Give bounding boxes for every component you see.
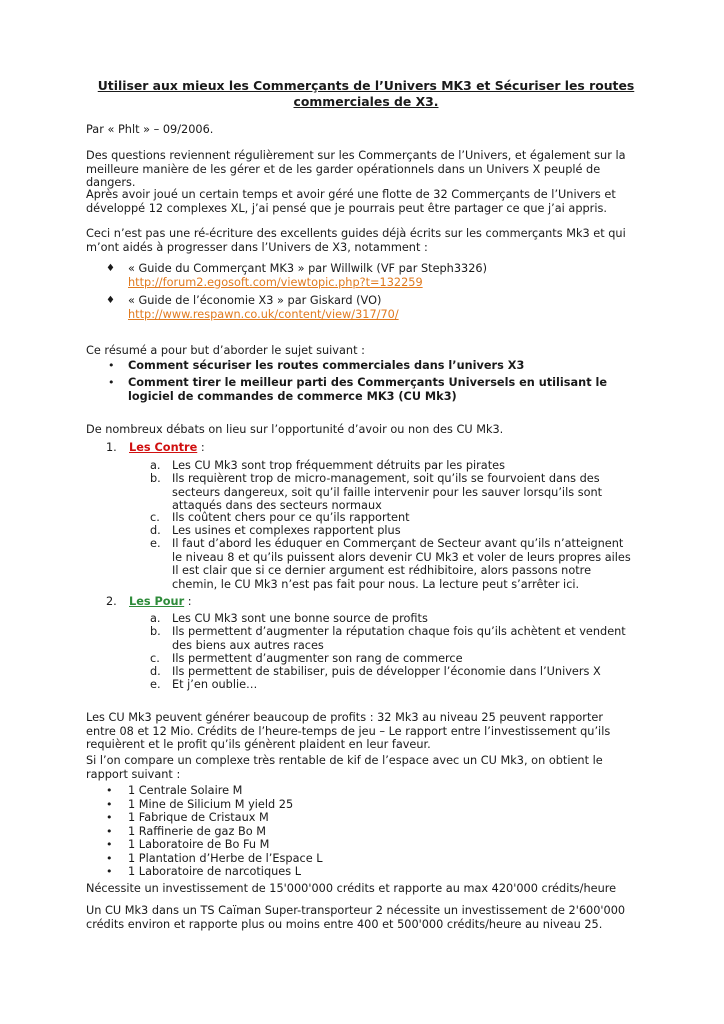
list-item: [86, 811, 646, 825]
list-item-text: 1 Laboratoire de narcotiques L: [128, 865, 301, 878]
contre-extra: [86, 564, 646, 591]
bullet-dot-icon: •: [108, 359, 115, 372]
item-text: Il faut d’abord les éduquer en Commerçant de Secteur avant qu’ils n’atteignent le niveau 8 et qu’ils puissent alors devenir CU Mk3 et voler de leurs propres ailes: [172, 537, 631, 564]
pour-item: [86, 665, 646, 679]
investment-line: Nécessite un investissement de 15'000'000 crédits et rapporte au max 420'000 crédits/heure: [86, 882, 617, 895]
guides-intro-paragraph: Ceci n’est pas une ré-écriture des excellents guides déjà écrits sur les commerçants Mk3 et qui m’ont aidés à progresser dans l’Univers de X3, notamment :: [86, 227, 626, 254]
summary-item: [86, 376, 646, 403]
document-title: Utiliser aux mieux les Commerçants de l’Univers MK3 et Sécuriser les routes commerciales de X3.: [97, 78, 635, 109]
item-letter: d.: [150, 524, 161, 537]
item-letter: e.: [150, 537, 161, 550]
diamond-bullet-icon: ♦: [106, 295, 115, 306]
list-item-text: 1 Laboratoire de Bo Fu M: [128, 838, 270, 851]
experience-paragraph: Après avoir joué un certain temps et avoir géré une flotte de 32 Commerçants de l’Univers et développé 12 complexes XL, j’ai pensé que je pourrais peut être partager ce que j’ai appris.: [86, 188, 616, 215]
item-letter: a.: [150, 459, 161, 472]
item-letter: c.: [150, 652, 160, 665]
byline: Par « Phlt » – 09/2006.: [86, 123, 214, 136]
list-item-text: 1 Centrale Solaire M: [128, 784, 243, 797]
diamond-bullet-icon: ♦: [106, 263, 115, 274]
contre-item: [86, 511, 646, 525]
bullet-dot-icon: •: [106, 811, 113, 824]
item-letter: b.: [150, 625, 161, 638]
contre-item: [86, 472, 646, 513]
list-item-text: 1 Mine de Silicium M yield 25: [128, 797, 294, 811]
heading-colon: :: [184, 595, 192, 608]
list-item: [86, 865, 646, 879]
bullet-dot-icon: •: [106, 865, 113, 878]
summary-item: [86, 359, 646, 373]
item-text: Et j’en oublie…: [172, 678, 258, 691]
bullet-dot-icon: •: [106, 824, 113, 838]
section-number: 1.: [106, 441, 117, 454]
list-item: [86, 798, 646, 812]
item-letter: c.: [150, 511, 160, 524]
contre-item: [86, 459, 646, 473]
pour-item: [86, 625, 646, 652]
item-text: Les CU Mk3 sont une bonne source de profits: [172, 612, 428, 625]
list-item: [86, 825, 646, 839]
summary-intro: Ce résumé a pour but d’aborder le sujet suivant :: [86, 344, 365, 357]
list-item-text: 1 Raffinerie de gaz Bo M: [128, 824, 266, 838]
complex-list: [86, 784, 646, 879]
item-letter: a.: [150, 612, 161, 625]
list-item-text: 1 Plantation d’Herbe de l’Espace L: [128, 851, 323, 865]
contre-extra-text: Il est clair que si ce dernier argument est rédhibitoire, alors passons notre chemin, le CU Mk3 n’est pas fait pour nous. La lecture peut s’arrêter ici.: [172, 564, 592, 591]
list-item-text: 1 Fabrique de Cristaux M: [128, 811, 269, 824]
heading-colon: :: [197, 441, 205, 454]
item-text: Ils permettent d’augmenter son rang de commerce: [172, 652, 463, 665]
item-letter: b.: [150, 472, 161, 485]
guide-title: « Guide de l’économie X3 » par Giskard (VO): [128, 294, 382, 307]
guide-title: « Guide du Commerçant MK3 » par Willwilk (VF par Steph3326): [128, 262, 488, 275]
pour-section: [86, 595, 646, 609]
profit-paragraph: Les CU Mk3 peuvent générer beaucoup de profits : 32 Mk3 au niveau 25 peuvent rapporter entre 08 et 12 Mio. Crédits de l’heure-temps de jeu – Le rapport entre l’investissement qu’ils requièrent et le profit qu’ils génèrent plaident en leur faveur.: [86, 711, 611, 751]
contre-item: [86, 524, 646, 538]
guide-link[interactable]: http://www.respawn.co.uk/content/view/317/70/: [128, 307, 399, 321]
contre-section: [86, 441, 646, 455]
item-letter: e.: [150, 678, 161, 691]
pour-item: [86, 612, 646, 626]
item-letter: d.: [150, 665, 161, 678]
contre-heading: Les Contre: [129, 441, 198, 454]
pour-item: [86, 652, 646, 666]
final-paragraph: Un CU Mk3 dans un TS Caïman Super-transporteur 2 nécessite un investissement de 2'600'000 crédits environ et rapporte plus ou moins entre 400 et 500'000 crédits/heure au niveau 25.: [86, 904, 626, 931]
item-text: Les usines et complexes rapportent plus: [172, 524, 401, 537]
item-text: Ils requièrent trop de micro-management, soit qu’ils se fourvoient dans des secteurs dangereux, soit qu’il faille intervenir pour les sauver lorsqu’ils sont attaqués dans des secteurs normaux: [172, 472, 603, 512]
guide-item: [86, 294, 646, 321]
bullet-dot-icon: •: [106, 797, 113, 811]
item-text: Ils coûtent chers pour ce qu’ils rapportent: [172, 511, 410, 524]
compare-paragraph: Si l’on compare un complexe très rentable de kif de l’espace avec un CU Mk3, on obtient le rapport suivant :: [86, 754, 603, 781]
section-number: 2.: [106, 595, 117, 608]
bullet-dot-icon: •: [106, 851, 113, 865]
summary-item-text: Comment sécuriser les routes commerciales dans l’univers X3: [128, 359, 525, 372]
bullet-dot-icon: •: [106, 784, 113, 797]
debate-intro: De nombreux débats on lieu sur l’opportunité d’avoir ou non des CU Mk3.: [86, 423, 504, 436]
summary-item-text: Comment tirer le meilleur parti des Commerçants Universels en utilisant le logiciel de commandes de commerce MK3 (CU Mk3): [128, 376, 608, 403]
bullet-dot-icon: •: [108, 376, 115, 389]
pour-item: [86, 678, 646, 692]
guide-link[interactable]: http://forum2.egosoft.com/viewtopic.php?t=132259: [128, 275, 423, 289]
pour-heading: Les Pour: [129, 595, 185, 608]
item-text: Ils permettent de stabiliser, puis de développer l’économie dans l’Univers X: [172, 665, 601, 678]
contre-item: [86, 537, 646, 564]
guide-item: [86, 262, 646, 289]
list-item: [86, 838, 646, 852]
bullet-dot-icon: •: [106, 838, 113, 851]
intro-paragraph: Des questions reviennent régulièrement sur les Commerçants de l’Univers, et également sur la meilleure manière de les gérer et de les garder opérationnels dans un Univers X peuplé de dangers.: [86, 149, 626, 189]
list-item: [86, 784, 646, 798]
list-item: [86, 852, 646, 866]
item-text: Ils permettent d’augmenter la réputation chaque fois qu’ils achètent et vendent des biens aux autres races: [172, 625, 626, 652]
item-text: Les CU Mk3 sont trop fréquemment détruits par les pirates: [172, 459, 505, 472]
